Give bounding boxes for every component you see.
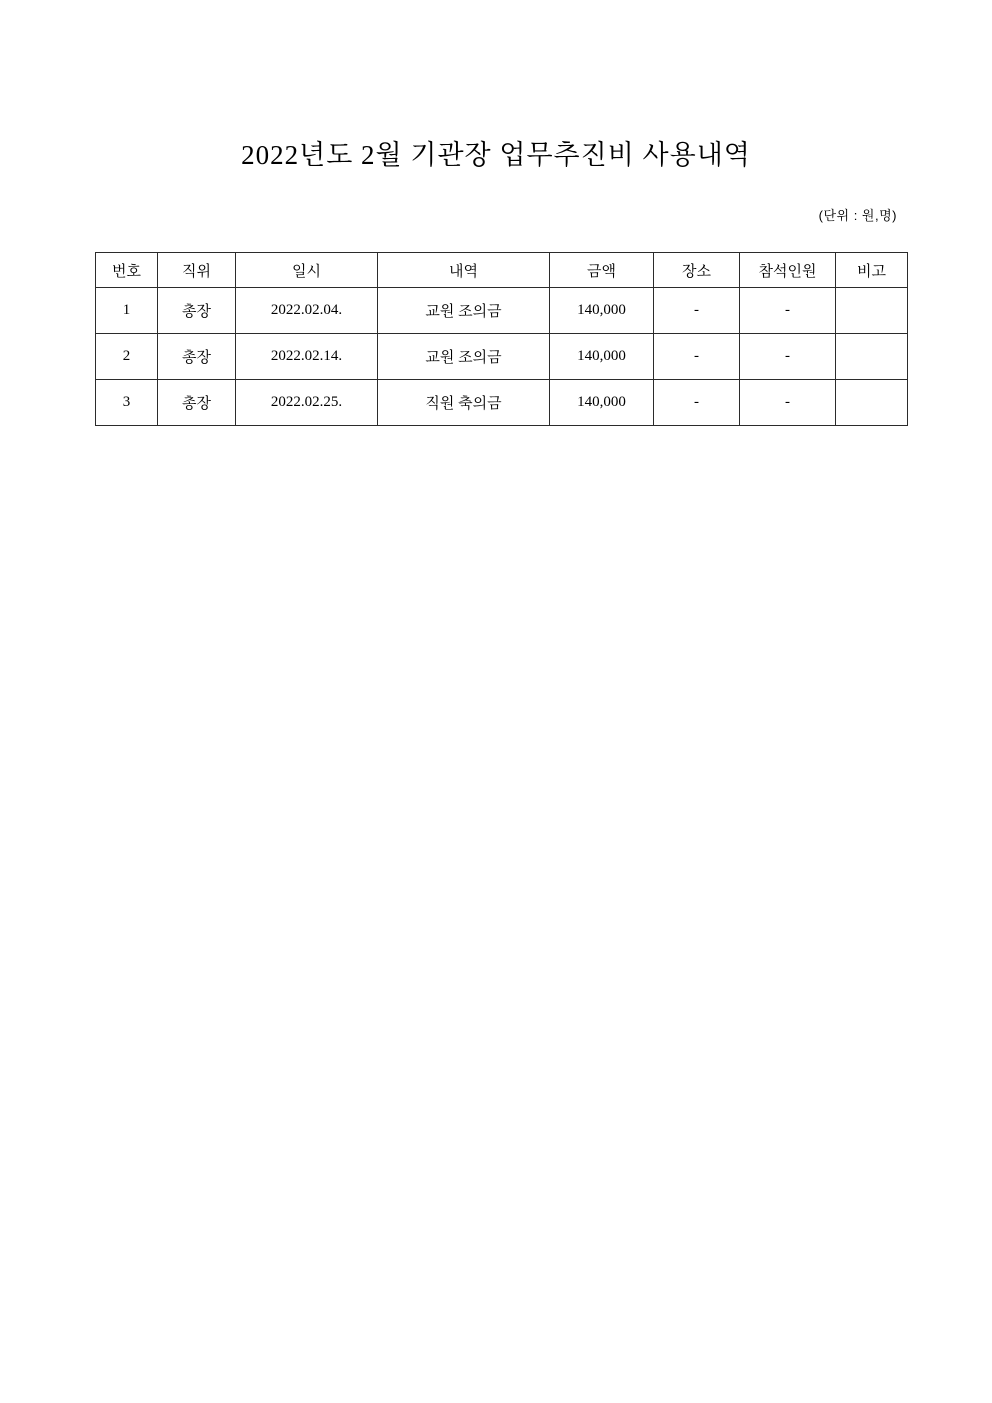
column-header-position: 직위 (158, 253, 236, 288)
cell-amount: 140,000 (550, 380, 654, 426)
cell-note (836, 288, 908, 334)
expense-table-container (95, 252, 897, 426)
cell-no: 1 (96, 288, 158, 334)
cell-description: 교원 조의금 (378, 288, 550, 334)
cell-note (836, 380, 908, 426)
table-header-row (96, 253, 908, 288)
cell-position: 총장 (158, 380, 236, 426)
column-header-place: 장소 (654, 253, 740, 288)
cell-date: 2022.02.04. (236, 288, 378, 334)
cell-no: 3 (96, 380, 158, 426)
cell-amount: 140,000 (550, 288, 654, 334)
cell-attendees: - (740, 288, 836, 334)
column-header-no: 번호 (96, 253, 158, 288)
cell-no: 2 (96, 334, 158, 380)
cell-place: - (654, 288, 740, 334)
column-header-attendees: 참석인원 (740, 253, 836, 288)
table-row (96, 380, 908, 426)
page-title: 2022년도 2월 기관장 업무추진비 사용내역 (241, 140, 751, 170)
cell-place: - (654, 380, 740, 426)
cell-attendees: - (740, 334, 836, 380)
cell-note (836, 334, 908, 380)
cell-position: 총장 (158, 288, 236, 334)
cell-position: 총장 (158, 334, 236, 380)
cell-amount: 140,000 (550, 334, 654, 380)
column-header-description: 내역 (378, 253, 550, 288)
cell-date: 2022.02.25. (236, 380, 378, 426)
expense-table (95, 252, 908, 426)
column-header-amount: 금액 (550, 253, 654, 288)
cell-place: - (654, 334, 740, 380)
table-row (96, 288, 908, 334)
cell-description: 직원 축의금 (378, 380, 550, 426)
unit-note: (단위 : 원,명) (818, 208, 897, 223)
cell-description: 교원 조의금 (378, 334, 550, 380)
column-header-note: 비고 (836, 253, 908, 288)
cell-attendees: - (740, 380, 836, 426)
column-header-date: 일시 (236, 253, 378, 288)
table-row (96, 334, 908, 380)
cell-date: 2022.02.14. (236, 334, 378, 380)
